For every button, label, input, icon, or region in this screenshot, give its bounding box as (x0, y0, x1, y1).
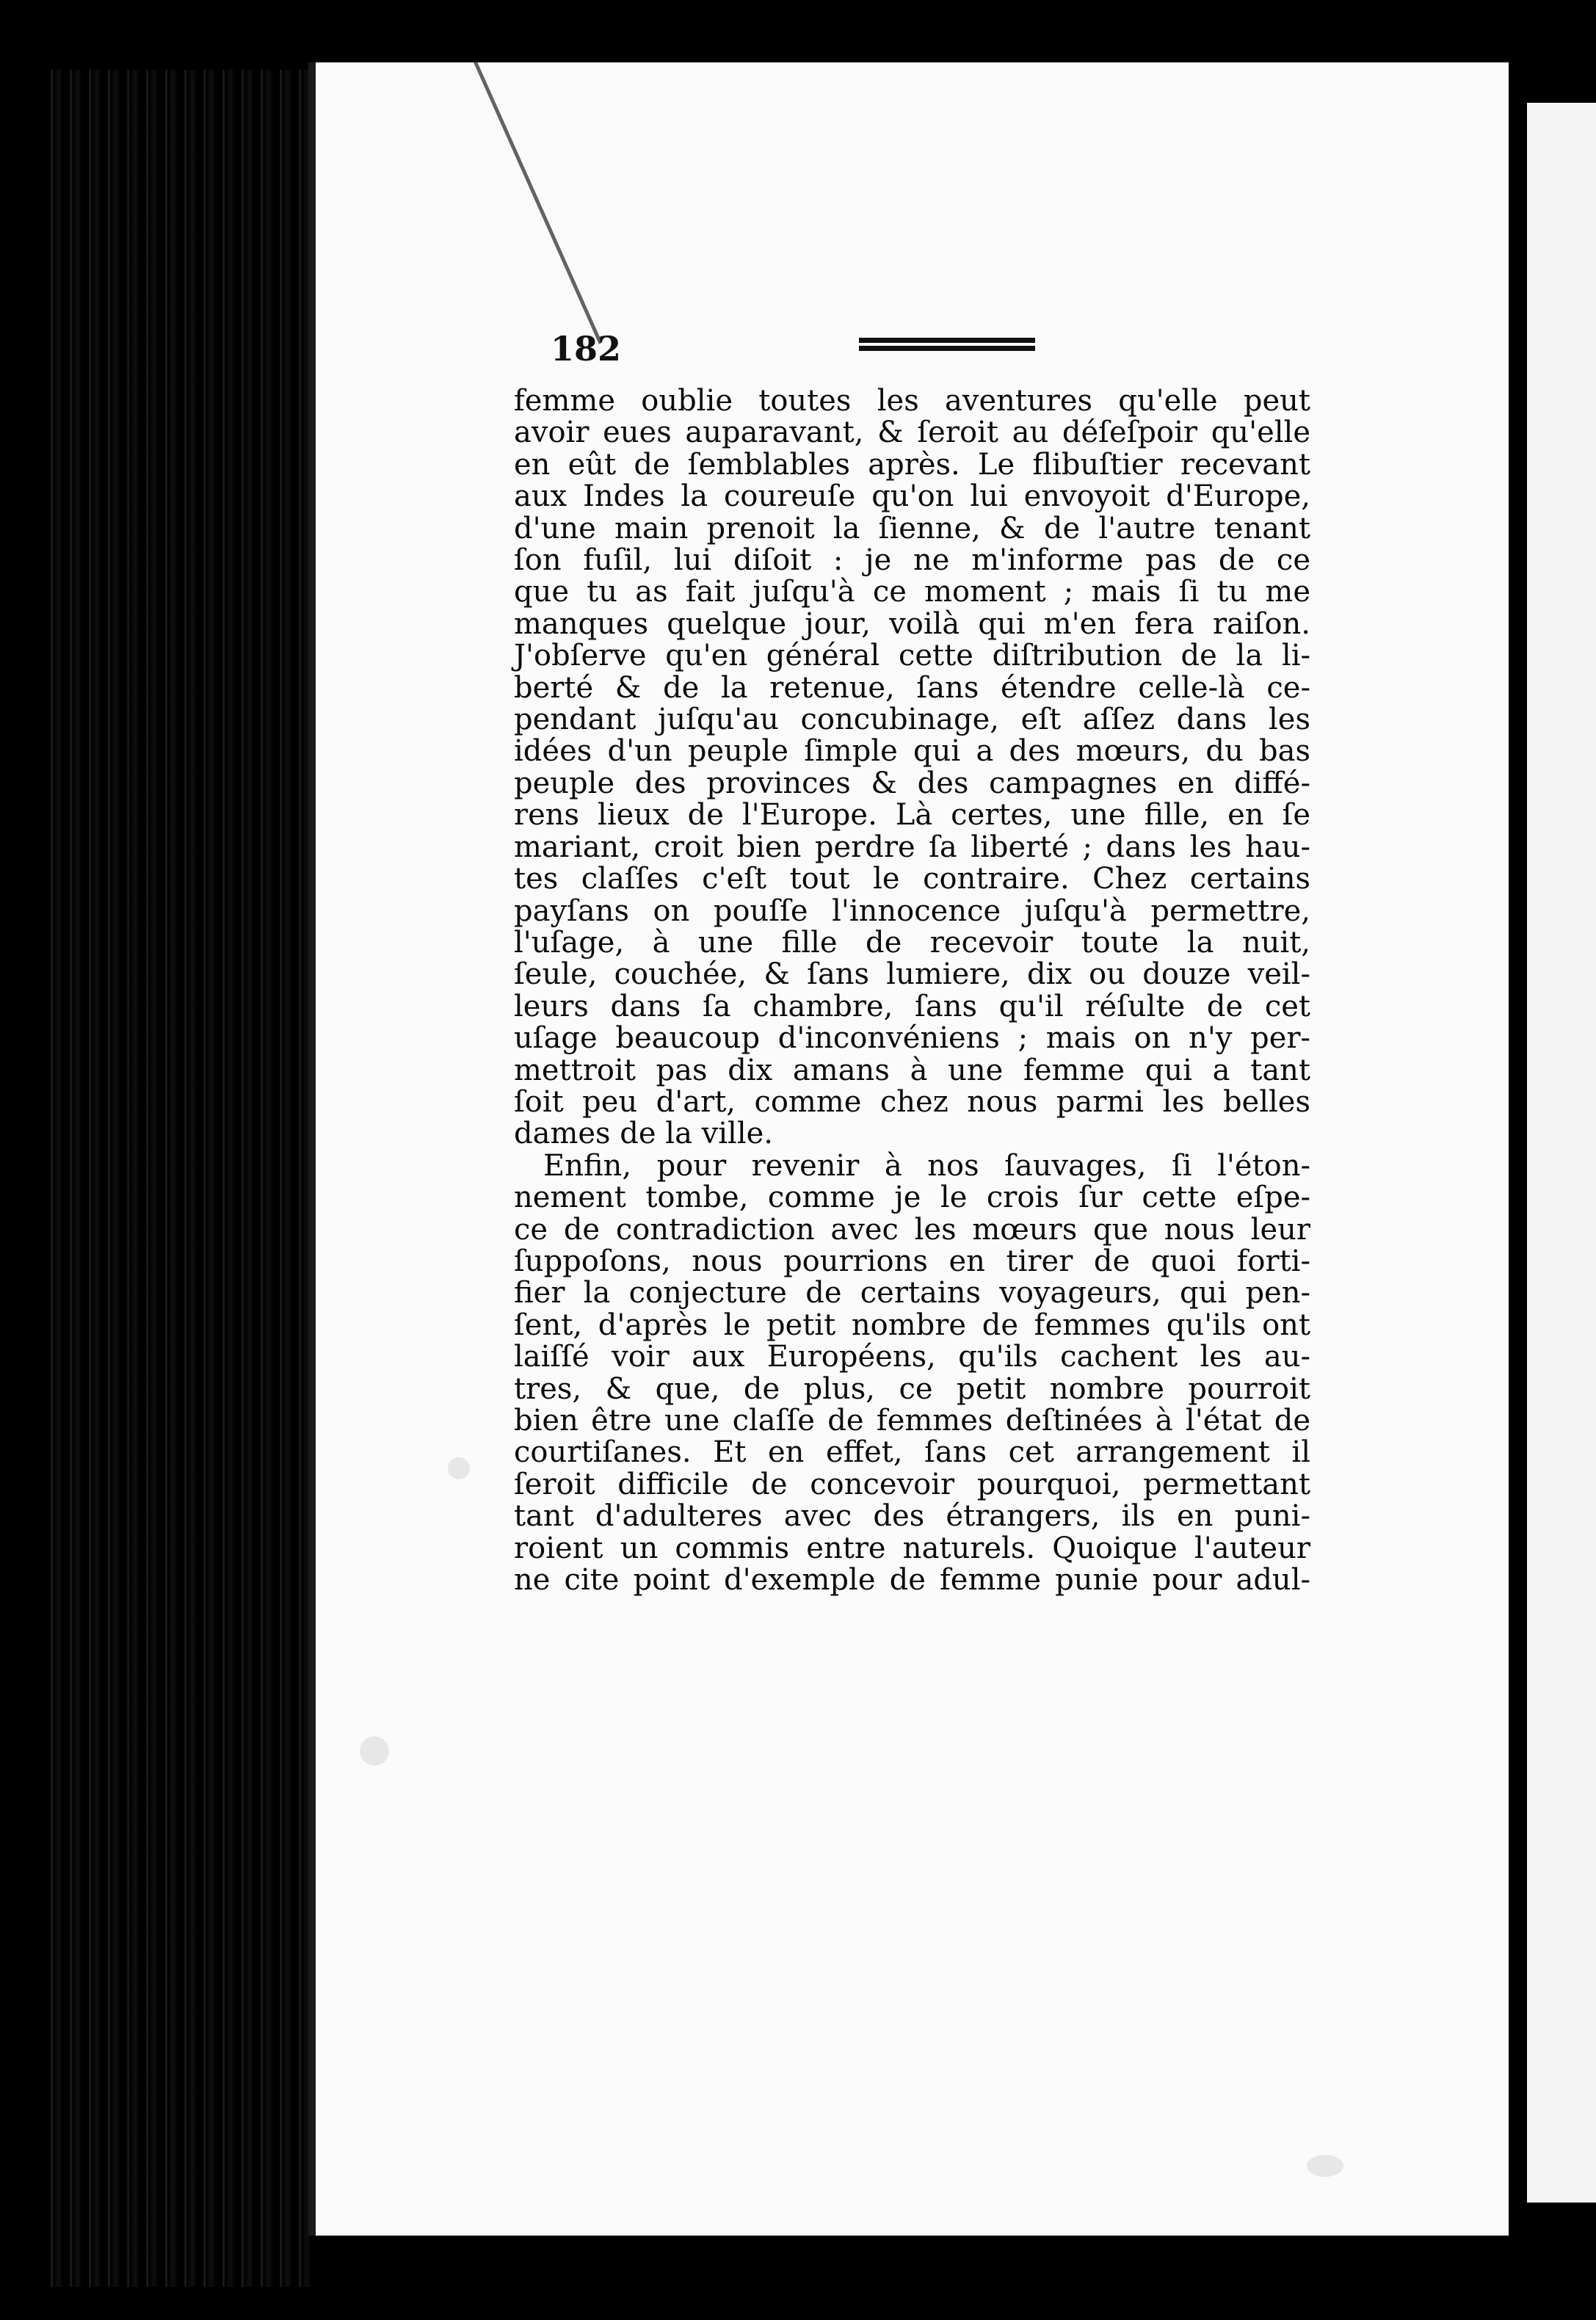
text-line: peuple des provinces & des campagnes en diffé- (514, 766, 1310, 800)
facing-page-edge (1527, 103, 1596, 2203)
text-line: ce de contradiction avec les mœurs que nous leur (514, 1212, 1310, 1247)
text-line: roient un commis entre naturels. Quoique l'auteur (514, 1531, 1310, 1565)
text-line: avoir eues auparavant, & ſeroit au déſeſpoir qu'elle (514, 416, 1310, 450)
text-line: ſeule, couchée, & ſans lumiere, dix ou douze veil- (514, 957, 1310, 992)
text-line: rens lieux de l'Europe. Là certes, une fille, en ſe (514, 798, 1310, 833)
text-line: aux Indes la coureuſe qu'on lui envoyoit d'Europe, (514, 479, 1310, 514)
text-line: tant d'adulteres avec des étrangers, ils en puni- (514, 1499, 1310, 1534)
text-line: femme oublie toutes les aventures qu'elle peut (514, 384, 1310, 418)
text-line: courtiſanes. Et en effet, ſans cet arrangement il (514, 1435, 1310, 1470)
text-line: bien être une claſſe de femmes deſtinées à l'état de (514, 1404, 1310, 1438)
text-line: dames de la ville. (514, 1117, 774, 1151)
text-line: ſon fuſil, lui diſoit : je ne m'informe pas de ce (514, 543, 1310, 578)
text-line: leurs dans ſa chambre, ſans qu'il réſulte de cet (514, 989, 1310, 1023)
text-line: mettroit pas dix amans à une femme qui a tant (514, 1053, 1310, 1087)
text-line: tres, & que, de plus, ce petit nombre pourroit (514, 1371, 1310, 1406)
text-line: laiſſé voir aux Européens, qu'ils cachent les au- (514, 1340, 1310, 1374)
text-line: tes claſſes c'eſt tout le contraire. Chez certains (514, 862, 1310, 896)
text-line: ne cite point d'exemple de femme punie pour adul- (514, 1563, 1310, 1598)
header-rule (859, 338, 1035, 360)
text-line: ſeroit difficile de concevoir pourquoi, permettant (514, 1467, 1310, 1501)
text-line: mariant, croit bien perdre ſa liberté ; dans les hau- (514, 830, 1310, 864)
text-line: ſent, d'après le petit nombre de femmes qu'ils ont (514, 1308, 1310, 1342)
body-text (514, 385, 1310, 1596)
text-line: nement tombe, comme je le crois ſur cette eſpe- (514, 1181, 1310, 1215)
text-line: Enfin, pour revenir à nos ſauvages, ſi l'éton- (543, 1148, 1310, 1183)
text-line: que tu as fait juſqu'à ce moment ; mais ſi tu me (514, 575, 1310, 609)
text-line: en eût de ſemblables après. Le flibuſtier recevant (514, 447, 1310, 482)
text-line: berté & de la retenue, ſans étendre celle-là ce- (514, 670, 1310, 705)
text-line: payſans on pouſſe l'innocence juſqu'à permettre, (514, 893, 1310, 928)
text-line: ſoit peu d'art, comme chez nous parmi les belles (514, 1084, 1310, 1119)
text-line: pendant juſqu'au concubinage, eſt aſſez dans les (514, 703, 1310, 737)
text-line: idées d'un peuple ſimple qui a des mœurs, du bas (514, 734, 1310, 769)
text-line: fier la conjecture de certains voyageurs, qui pen- (514, 1276, 1310, 1311)
text-line: J'obſerve qu'en général cette diſtribution de la li- (514, 639, 1310, 673)
text-line: ſuppoſons, nous pourrions en tirer de quoi forti- (514, 1244, 1310, 1278)
text-line: d'une main prenoit la ſienne, & de l'autre tenant (514, 511, 1310, 545)
book-spine-edge (44, 70, 316, 2287)
text-line: uſage beaucoup d'inconvéniens ; mais on n'y per- (514, 1021, 1310, 1056)
text-line: manques quelque jour, voilà qui m'en fera raiſon. (514, 606, 1310, 641)
page-header (551, 323, 1321, 374)
page-number: 182 (551, 329, 622, 369)
text-line: l'uſage, à une fille de recevoir toute la nuit, (514, 925, 1310, 960)
